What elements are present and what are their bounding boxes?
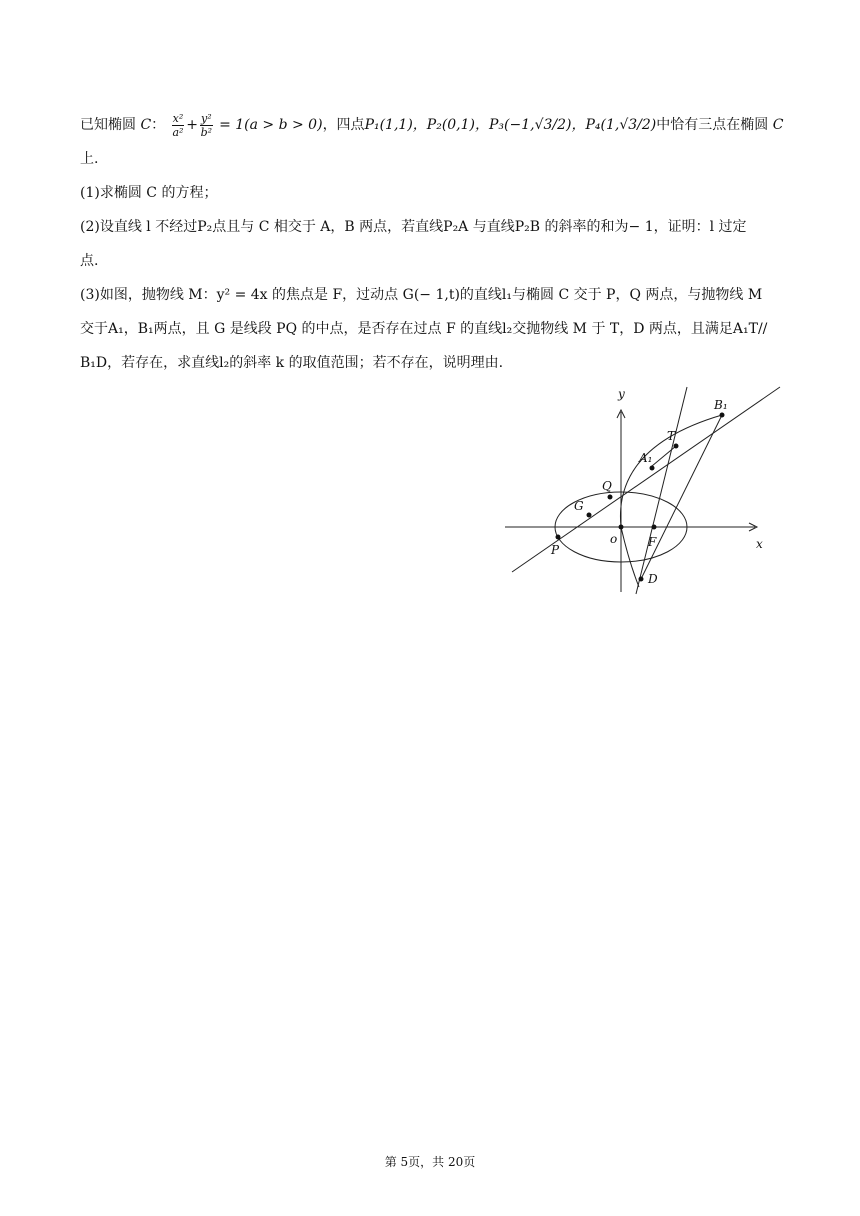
line-l2 (636, 387, 687, 594)
point-D (639, 577, 644, 582)
ellipse-name-2: C (772, 117, 784, 133)
intro-text-a: 已知椭圆 (80, 117, 136, 133)
part-3-line-2: 交于A₁，B₁两点，且 G 是线段 PQ 的中点，是否存在过点 F 的直线l₂交抛物线 M 于 T，D 两点，且满足A₁T// (80, 321, 768, 337)
problem-intro-line: 已知椭圆 C： $\frac{\text{x²}}{\text{a²}}$ + $\frac{\text{y²}}{\text{b²}}$ = 1(a > b > 0)，四点P₁(1,1)，P₂(0,1)，P₃(−1,√3/2)，P₄(1,√3/2)中恰有三点在椭圆 C (80, 111, 784, 139)
ellipse-name: C (140, 117, 152, 133)
fraction-x-over-a: $\frac{\text{x²}}{\text{a²}}$ (172, 111, 184, 139)
label-axis-x: x (756, 537, 763, 551)
point-Q (608, 495, 613, 500)
point-P (556, 535, 561, 540)
problem-intro-tail: 上. (80, 151, 99, 167)
label-D: D (648, 572, 658, 586)
part-2-line-1: (2)设直线 l 不经过P₂点且与 C 相交于 A，B 两点，若直线P₂A 与直线P₂B 的斜率的和为− 1，证明：l 过定 (80, 219, 747, 235)
label-B1: B₁ (714, 398, 728, 412)
label-axis-y: y (618, 387, 625, 401)
label-F: F (648, 535, 657, 549)
label-origin: o (610, 532, 618, 546)
label-A1: A₁ (639, 451, 653, 465)
label-Q: Q (602, 479, 612, 493)
part-3-line-3: B₁D，若存在，求直线l₂的斜率 k 的取值范围；若不存在，说明理由. (80, 355, 504, 371)
point-B1 (720, 413, 725, 418)
label-G: G (574, 499, 584, 513)
part-1-text: (1)求椭圆 C 的方程； (80, 185, 218, 201)
segment-b1-d (641, 415, 722, 579)
part-3-line-1: (3)如图，抛物线 M：y² = 4x 的焦点是 F，过动点 G(− 1,t)的直线l₁与椭圆 C 交于 P，Q 两点，与抛物线 M (80, 287, 763, 303)
label-P: P (551, 543, 560, 557)
segment-a1-t (652, 446, 676, 466)
point-G (587, 513, 592, 518)
problem-body (80, 108, 786, 380)
part-2-line-2: 点. (80, 253, 99, 269)
point-F (652, 525, 657, 530)
ellipse-equation-rhs: = 1(a > b > 0) (219, 117, 323, 133)
intro-text-c: 中恰有三点在椭圆 (656, 117, 769, 133)
intro-text-b: ，四点 (322, 117, 365, 133)
point-O (619, 525, 624, 530)
label-T: T (667, 429, 676, 443)
points-list: P₁(1,1)，P₂(0,1)，P₃(−1,√3/2)，P₄(1,√3/2) (364, 117, 657, 133)
point-A1 (650, 466, 655, 471)
point-T (674, 444, 679, 449)
geometry-figure (500, 382, 785, 597)
page-footer: 第 5页，共 20页 (384, 1155, 476, 1169)
fraction-y-over-b: $\frac{\text{y²}}{\text{b²}}$ (200, 111, 213, 139)
